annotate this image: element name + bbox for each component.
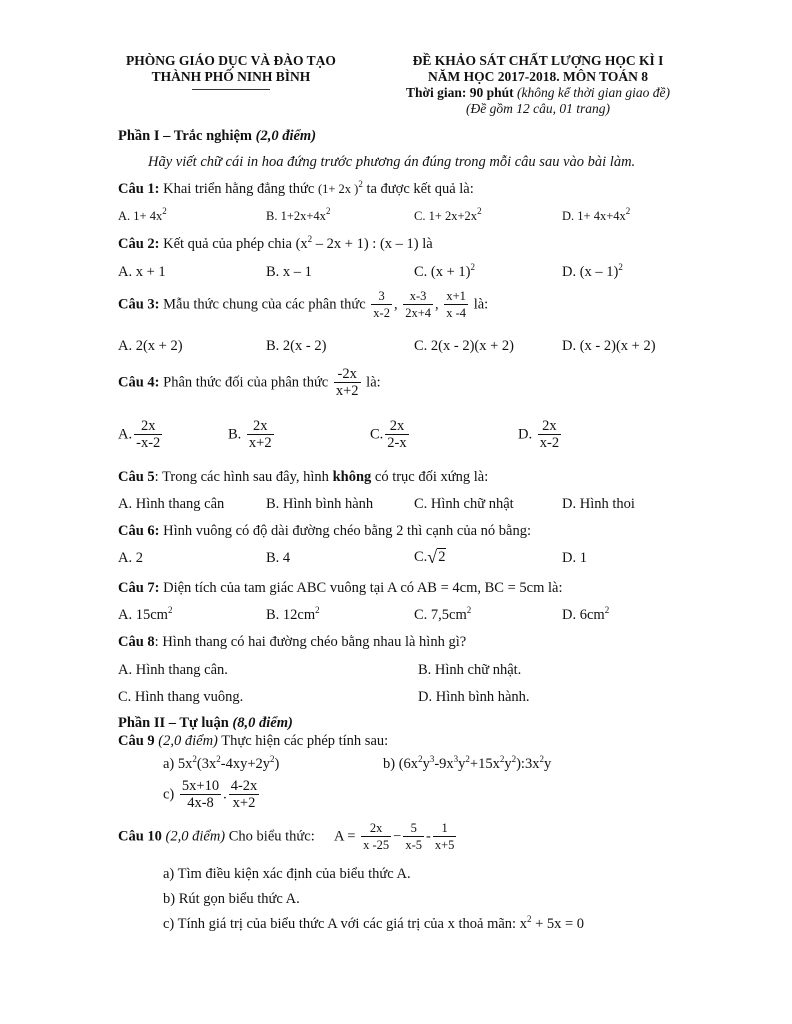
q3-text: Mẫu thức chung của các phân thức — [163, 296, 366, 313]
question-8 — [118, 634, 466, 651]
q2-option-c: C. $(x + 1)^2$ — [414, 262, 476, 280]
header-divider — [192, 89, 270, 90]
exam-subtitle: NĂM HỌC 2017-2018. MÔN TOÁN 8 — [428, 69, 648, 84]
q2-option-d: D. (x – 1)$^2$ — [562, 262, 623, 280]
q1-label: Câu 1: — [118, 181, 160, 197]
q10-fraction-3: $\frac{1}{x+5}$ — [434, 821, 455, 852]
q7-option-c: C. $7,5cm^2$ — [414, 605, 472, 623]
q6-option-b: B. 4 — [266, 550, 291, 566]
q9-text: Thực hiện các phép tính sau: — [221, 733, 389, 749]
q2-text: Kết quả của phép chia (x — [163, 236, 308, 252]
part1-instruction: Hãy viết chữ cái in hoa đứng trước phương án đúng trong mỗi câu sau vào bài làm. — [148, 154, 636, 170]
q8-option-d: D. Hình bình hành. — [418, 689, 530, 705]
city-name: THÀNH PHỐ NINH BÌNH — [151, 69, 311, 84]
q5-text1: : Trong các hình sau đây, hình — [154, 469, 333, 485]
q2-label: Câu 2: — [118, 236, 160, 252]
q10-part-a: a) Tìm điều kiện xác định của biểu thức A. — [163, 866, 411, 882]
q4-option-a: A. $\frac{2x}{-x-2}$ — [118, 418, 161, 451]
q9-label: Câu 9 — [118, 733, 155, 749]
q1-option-c: C. $1+ 2x+2x^2$ — [414, 206, 482, 223]
q5-option-d: D. Hình thoi — [562, 496, 635, 512]
q10-label: Câu 10 — [118, 828, 162, 845]
q10-fraction-2: $\frac{5}{x-5}$ — [405, 821, 423, 852]
q9-points: (2,0 điểm) — [158, 733, 218, 749]
part1-points: (2,0 điểm) — [255, 128, 317, 144]
q5-label: Câu 5 — [118, 469, 155, 485]
time-label: Thời gian: 90 phút — [405, 85, 514, 100]
q4-option-d: D. $\frac{2x}{x-2}$ — [518, 418, 560, 451]
q1-option-d: D. $1+ 4x+4x^2$ — [562, 206, 631, 223]
q6-option-a: A. 2 — [118, 550, 143, 566]
q10-lhs: A = — [334, 828, 356, 845]
q6-text: Hình vuông có độ dài đường chéo bằng 2 thì cạnh của nó bằng: — [163, 523, 531, 539]
q4-tail: là: — [366, 374, 381, 391]
question-9 — [118, 733, 388, 750]
question-1 — [118, 181, 474, 198]
exam-time — [388, 85, 688, 101]
q1-exp: 2 — [358, 179, 363, 190]
q8-option-b: B. Hình chữ nhật. — [418, 662, 522, 678]
q7-label: Câu 7: — [118, 580, 160, 596]
question-7 — [118, 580, 562, 597]
q4-option-b: B. $\frac{2x}{x+2}$ — [228, 418, 272, 451]
q9-part-c: c) $\frac{5x+10}{4x-8}$ . $\frac{4-2x}{x+2}$ — [163, 778, 258, 811]
q8-option-c: C. Hình thang vuông. — [118, 689, 244, 705]
q5-bold: không — [332, 469, 372, 485]
q1-option-b: B. $1+2x+4x^2$ — [266, 206, 331, 223]
q3-label: Câu 3: — [118, 296, 160, 313]
sqrt-symbol: √2 — [427, 547, 446, 567]
q10-fraction-1: $\frac{2x}{x -25}$ — [363, 821, 390, 852]
q9-part-a: a) $5x^2(3x^2-4xy+2y^2)$ — [163, 754, 280, 772]
q5-text2: có trục đối xứng là: — [371, 469, 489, 485]
q8-option-a: A. Hình thang cân. — [118, 662, 228, 678]
q4-fraction: $\frac{-2x}{x+2}$ — [335, 366, 359, 399]
q5-option-b: B. Hình bình hành — [266, 496, 374, 512]
q4-option-c: C. $\frac{2x}{2-x}$ — [370, 418, 407, 451]
q6-option-d: D. 1 — [562, 550, 587, 566]
q3-tail: là: — [473, 296, 489, 313]
q9-part-b: b) $(6x^2y^3-9x^3y^2+15x^2y^2):3x^2y$ — [383, 754, 552, 772]
q4-text: Phân thức đối của phân thức — [163, 374, 329, 391]
part2-points: (8,0 điểm) — [232, 715, 293, 731]
q6-option-c: C.√2 — [414, 547, 446, 567]
q3-option-c: C. 2(x - 2)(x + 2) — [414, 338, 514, 354]
time-note: (không kể thời gian giao đề) — [516, 85, 671, 100]
q2-option-a: A. x + 1 — [118, 264, 166, 280]
q9-c-fraction-2: $\frac{4-2x}{x+2}$ — [230, 778, 258, 811]
part1-title: Phần I – Trắc nghiệm — [118, 128, 253, 144]
q3-fraction-3: $\frac{x+1}{x -4}$ — [446, 289, 467, 320]
q7-option-d: D. $6cm^2$ — [562, 605, 610, 623]
q3-option-d: D. (x - 2)(x + 2) — [562, 338, 656, 354]
question-5 — [118, 469, 488, 486]
q9-c-fraction-1: $\frac{5x+10}{4x-8}$ — [181, 778, 220, 811]
department-name: PHÒNG GIÁO DỤC VÀ ĐÀO TẠO — [126, 53, 336, 68]
header-left — [116, 53, 346, 90]
q3-fraction-1: $\frac{3}{x-2}$ — [373, 289, 390, 320]
q1-option-a: A. $1+ 4x^2$ — [118, 206, 167, 223]
q3-option-a: A. 2(x + 2) — [118, 338, 183, 354]
q6-label: Câu 6: — [118, 523, 160, 539]
q10-points: (2,0 điểm) — [165, 828, 226, 845]
q8-text: : Hình thang có hai đường chéo bằng nhau là hình gì? — [154, 634, 467, 650]
q1-tail: ta được kết quả là: — [366, 181, 474, 197]
question-2: Câu 2: Kết quả của phép chia $(x^2 - 2x + 1)$ : (x – 1) là — [118, 234, 433, 252]
q7-option-a: A. $15cm^2$ — [118, 605, 173, 623]
q4-label: Câu 4: — [118, 374, 160, 391]
q7-text: Diện tích của tam giác ABC vuông tại A có AB = 4cm, BC = 5cm là: — [163, 580, 563, 596]
question-6 — [118, 523, 531, 540]
q5-option-c: C. Hình chữ nhật — [414, 496, 514, 512]
part2-title: Phần II – Tự luận — [118, 715, 229, 731]
part2-heading — [118, 715, 293, 732]
q10-part-b: b) Rút gọn biểu thức A. — [163, 891, 300, 907]
part1-heading — [118, 128, 316, 145]
q7-option-b: B. $12cm^2$ — [266, 605, 320, 623]
question-3: Câu 3: Mẫu thức chung của các phân thức $\frac{3}{x-2}$ , $\frac{x-3}{2x+4}$ , $\frac{x+1}{x -4}$ là: — [118, 289, 489, 320]
exam-title: ĐỀ KHẢO SÁT CHẤT LƯỢNG HỌC KÌ I — [412, 53, 664, 68]
q2-option-b: B. x – 1 — [266, 264, 312, 280]
header-right — [388, 53, 688, 117]
q1-text: Khai triển hằng đẳng thức — [163, 181, 315, 197]
q3-fraction-2: $\frac{x-3}{2x+4}$ — [405, 289, 432, 320]
pages-note: (Đề gồm 12 câu, 01 trang) — [466, 101, 610, 116]
q1-expr: (1+ 2x ) — [317, 182, 359, 196]
question-10: Câu 10 (2,0 điểm) Cho biểu thức: A = $\frac{2x}{x -25}$ − $\frac{5}{x-5}$ - $\frac{1}{x+5}$ — [118, 821, 455, 852]
q10-part-c: c) Tính giá trị của biểu thức A với các giá trị của x thoả mãn: $x^2 + 5x = 0$ — [163, 914, 585, 932]
q2-text2: – 2x + 1) : (x – 1) là — [312, 236, 433, 252]
q3-option-b: B. 2(x - 2) — [266, 338, 327, 354]
q8-label: Câu 8 — [118, 634, 155, 650]
question-4 — [118, 366, 381, 400]
q10-text: Cho biểu thức: — [228, 828, 315, 845]
q5-option-a: A. Hình thang cân — [118, 496, 225, 512]
